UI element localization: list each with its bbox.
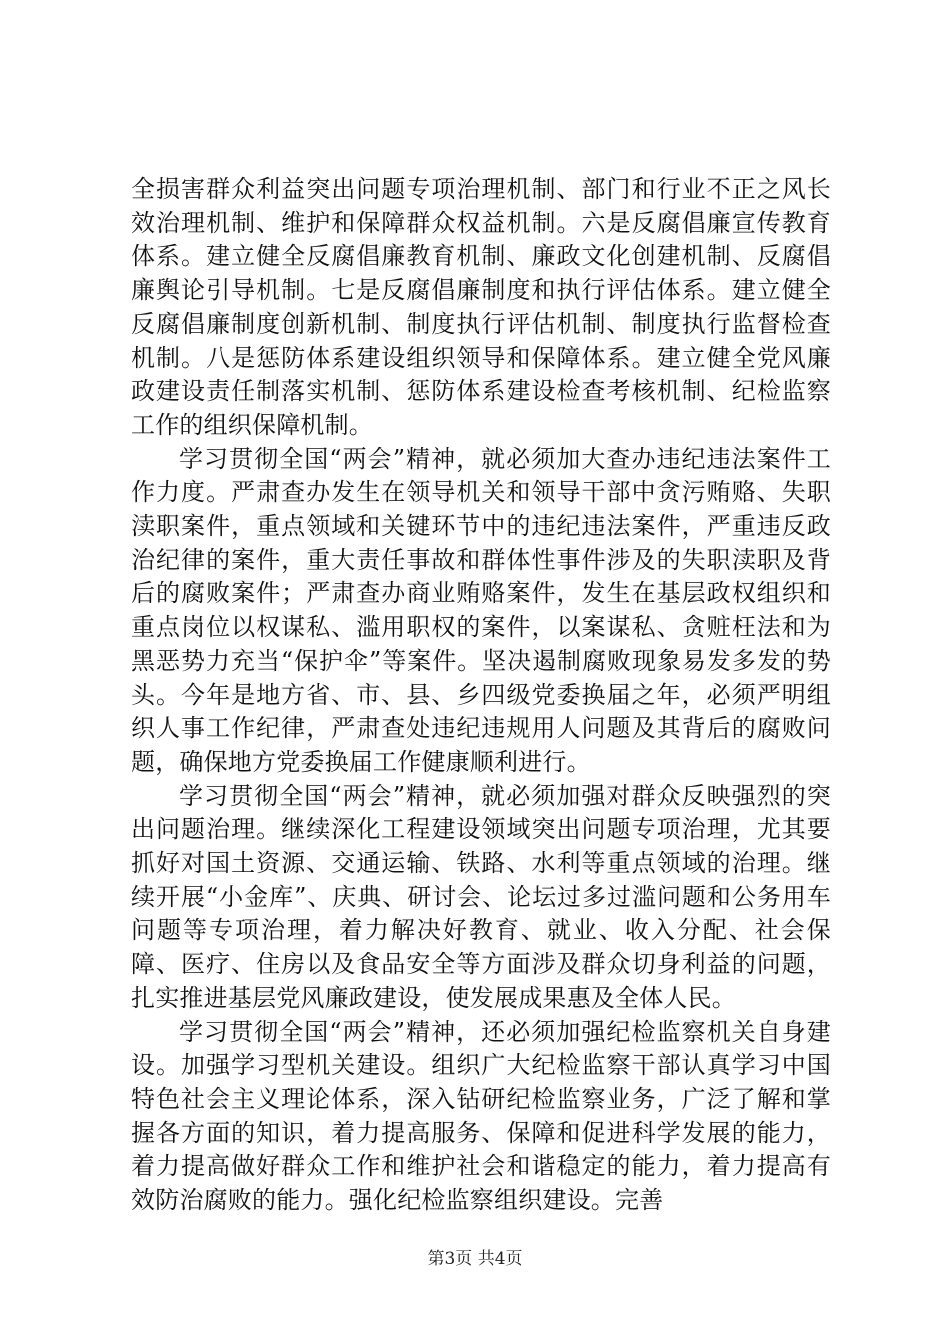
document-body [131,173,831,1218]
paragraph-2: 学习贯彻全国“两会”精神，就必须加大查办违纪违法案件工作力度。严肃查办发生在领导机关和领导干部中贪污贿赂、失职渎职案件，重点领域和关键环节中的违纪违法案件，严重违反政治纪律的案件，重大责任事故和群体性事件涉及的失职渎职及背后的腐败案件；严肃查办商业贿赂案件，发生在基层政权组织和重点岗位以权谋私、滥用职权的案件，以案谋私、贪赃枉法和为黑恶势力充当“保护伞”等案件。坚决遏制腐败现象易发多发的势头。今年是地方省、市、县、乡四级党委换届之年，必须严明组织人事工作纪律，严肃查处违纪违规用人问题及其背后的腐败问题，确保地方党委换届工作健康顺利进行。 [131,444,831,776]
paragraph-1: 全损害群众利益突出问题专项治理机制、部门和行业不正之风长效治理机制、维护和保障群众权益机制。六是反腐倡廉宣传教育体系。建立健全反腐倡廉教育机制、廉政文化创建机制、反腐倡廉舆论引导机制。七是反腐倡廉制度和执行评估体系。建立健全反腐倡廉制度创新机制、制度执行评估机制、制度执行监督检查机制。八是惩防体系建设组织领导和保障体系。建立健全党风廉政建设责任制落实机制、惩防体系建设检查考核机制、纪检监察工作的组织保障机制。 [131,175,831,439]
paragraph-4: 学习贯彻全国“两会”精神，还必须加强纪检监察机关自身建设。加强学习型机关建设。组织广大纪检监察干部认真学习中国特色社会主义理论体系，深入钻研纪检监察业务，广泛了解和掌握各方面的知识，着力提高服务、保障和促进科学发展的能力，着力提高做好群众工作和维护社会和谐稳定的能力，着力提高有效防治腐败的能力。强化纪检监察组织建设。完善 [131,1017,831,1215]
page-number-footer: 第3页 共4页 [427,1249,523,1269]
paragraph-3: 学习贯彻全国“两会”精神，就必须加强对群众反映强烈的突出问题治理。继续深化工程建设领域突出问题专项治理，尤其要抓好对国土资源、交通运输、铁路、水利等重点领域的治理。继续开展“小金库”、庆典、研讨会、论坛过多过滥问题和公务用车问题等专项治理，着力解决好教育、就业、收入分配、社会保障、医疗、住房以及食品安全等方面涉及群众切身利益的问题，扎实推进基层党风廉政建设，使发展成果惠及全体人民。 [131,781,831,1012]
